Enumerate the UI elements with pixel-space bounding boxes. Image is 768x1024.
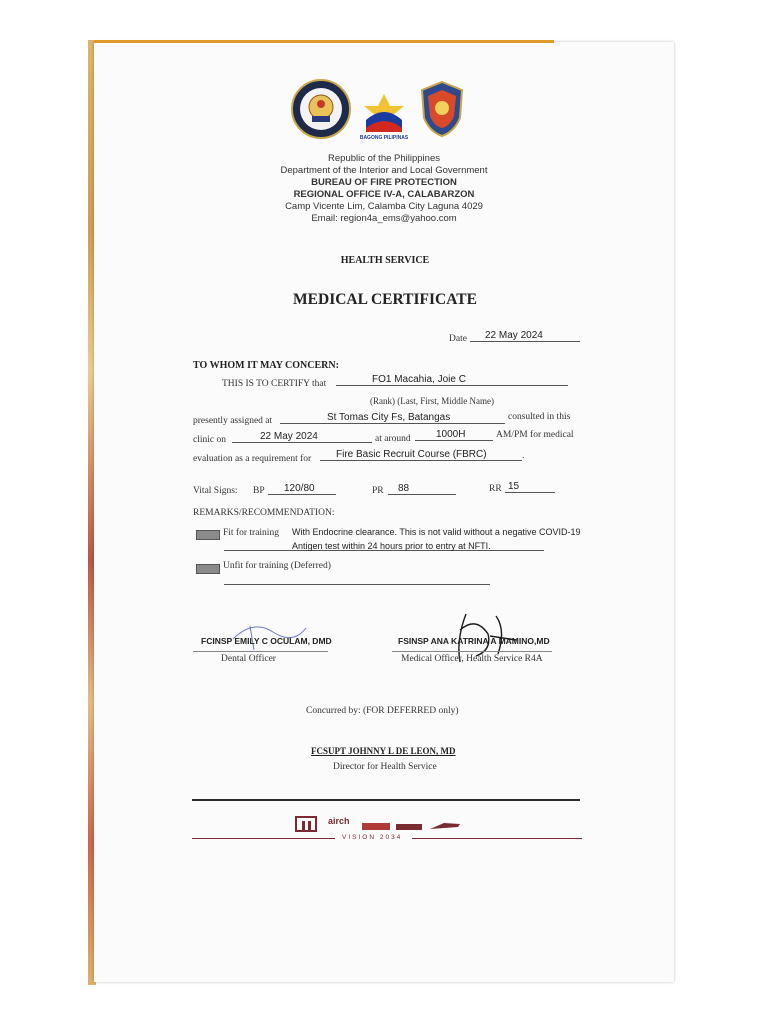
bagong-pilipinas-logo — [360, 90, 408, 140]
footer-line-right — [412, 838, 582, 839]
header-address: Camp Vicente Lim, Calamba City Laguna 4029 — [285, 201, 483, 212]
rr-value: 15 — [508, 481, 520, 492]
clinic-label: clinic on — [193, 435, 226, 445]
evaluation-value: Fire Basic Recruit Course (FBRC) — [336, 449, 487, 460]
bfp-shield-logo — [418, 80, 466, 138]
assigned-label: presently assigned at — [193, 416, 273, 426]
ampm-label: AM/PM for medical — [496, 430, 574, 440]
sig1-title: Dental Officer — [221, 654, 276, 664]
footer-vision-text: VISION 2034 — [342, 834, 403, 841]
sig2-title: Medical Officer, Health Service R4A — [401, 654, 543, 664]
pr-value: 88 — [398, 483, 410, 494]
around-label: at around — [375, 434, 411, 444]
salutation: TO WHOM IT MAY CONCERN: — [193, 360, 339, 371]
bp-label: BP — [253, 486, 265, 496]
section-health-service: HEALTH SERVICE — [340, 255, 430, 266]
concurred-label: Concurred by: (FOR DEFERRED only) — [306, 706, 459, 716]
fit-checkbox[interactable] — [196, 530, 220, 540]
bagong-pilipinas-text: BAGONG PILIPINAS — [359, 135, 409, 141]
director-title: Director for Health Service — [333, 762, 437, 772]
sig1-name: FCINSP EMILY C OCULAM, DMD — [201, 636, 332, 646]
assigned-value: St Tomas City Fs, Batangas — [327, 412, 451, 423]
header-regional-office: REGIONAL OFFICE IV-A, CALABARZON — [293, 189, 475, 200]
name-value: FO1 Macahia, Joie C — [372, 374, 466, 385]
fit-note-line2: Antigen test within 24 hours prior to entry at NFTI. — [292, 541, 491, 551]
name-hint: (Rank) (Last, First, Middle Name) — [370, 396, 494, 406]
pr-label: PR — [372, 486, 384, 496]
document-title: MEDICAL CERTIFICATE — [293, 291, 477, 308]
paper-top-edge — [94, 40, 554, 43]
footer-rule — [192, 799, 580, 801]
evaluation-label: evaluation as a requirement for — [193, 454, 312, 464]
sig2-name: FSINSP ANA KATRINA A MAMINO,MD — [398, 636, 550, 646]
fit-note-line1: With Endocrine clearance. This is not valid without a negative COVID-19 — [292, 527, 581, 537]
header-bureau: BUREAU OF FIRE PROTECTION — [311, 177, 457, 188]
unfit-label: Unfit for training (Deferred) — [223, 561, 331, 571]
remarks-label: REMARKS/RECOMMENDATION: — [193, 508, 335, 518]
certify-label: THIS IS TO CERTIFY that — [222, 379, 327, 389]
date-value: 22 May 2024 — [485, 330, 543, 341]
footer-line-left — [192, 838, 335, 839]
consulted-label: consulted in this — [508, 412, 571, 422]
footer-brand: airch — [328, 816, 350, 826]
clinic-date: 22 May 2024 — [260, 431, 318, 442]
header-department: Department of the Interior and Local Government — [280, 165, 488, 176]
vital-signs-label: Vital Signs: — [193, 486, 238, 496]
time-value: 1000H — [436, 429, 466, 440]
header-email: Email: region4a_ems@yahoo.com — [311, 213, 457, 224]
fit-label: Fit for training — [223, 528, 279, 538]
bp-value: 120/80 — [284, 483, 315, 494]
date-label: Date — [449, 334, 467, 344]
bfp-seal-logo — [290, 78, 352, 140]
footer-vehicles-graphic — [294, 815, 466, 835]
unfit-checkbox[interactable] — [196, 564, 220, 574]
director-name: FCSUPT JOHNNY L DE LEON, MD — [311, 746, 456, 756]
rr-label: RR — [489, 484, 502, 494]
header-republic: Republic of the Philippines — [328, 153, 440, 164]
